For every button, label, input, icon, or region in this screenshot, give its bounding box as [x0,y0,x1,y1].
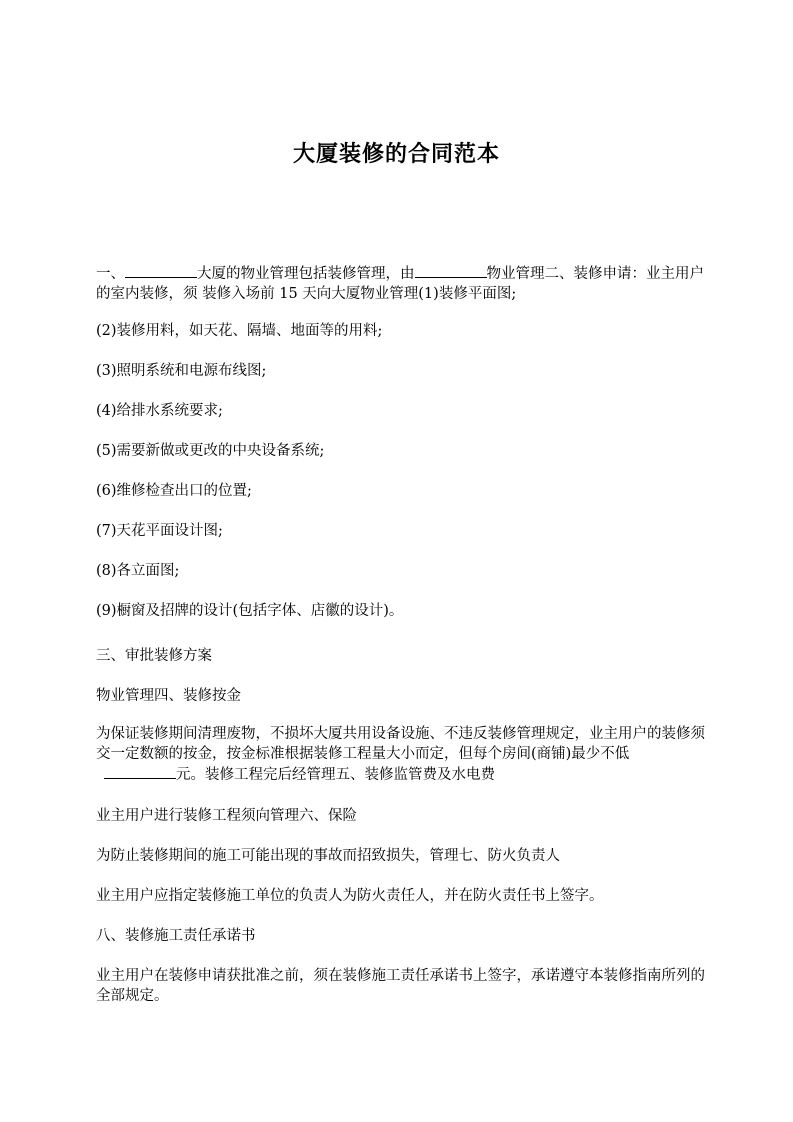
blank-line-building [125,263,197,278]
item-9: (9)橱窗及招牌的设计(包括字体、店徽的设计)。 [96,603,404,619]
section-7-paragraph: 为防止装修期间的施工可能出现的事故而招致损失，管理七、防火负责人 [96,848,560,864]
paragraph-1-end: 物业管理二、装修申请：业主用户的室内装修，须 装修入场前 15 天向大厦物业管理(1)装修平面图; [96,266,704,302]
paragraph-1 [96,263,708,304]
deposit-paragraph-end: 元。装修工程完后经管理五、装修监管费及水电费 [176,767,495,783]
deposit-paragraph [96,724,708,785]
item-7: (7)天花平面设计图; [96,523,223,539]
item-2: (2)装修用料，如天花、隔墙、地面等的用料; [96,323,383,339]
section-6-paragraph: 业主用户进行装修工程须向管理六、保险 [96,808,357,824]
section-4-heading: 物业管理四、装修按金 [96,688,241,704]
section-8-heading: 八、装修施工责任承诺书 [96,928,256,944]
section-3-heading: 三、审批装修方案 [96,648,212,664]
document-title: 大厦装修的合同范本 [292,142,500,167]
fire-responsible-paragraph: 业主用户应指定装修施工单位的负责人为防火责任人，并在防火责任书上签字。 [96,888,604,904]
commitment-paragraph: 业主用户在装修申请获批准之前，须在装修施工责任承诺书上签字，承诺遵守本装修指南所列的全部规定。 [96,968,705,1004]
deposit-paragraph-text: 为保证装修期间清理废物，不损坏大厦共用设备设施、不违反装修管理规定，业主用户的装修须交一定数额的按金，按金标准根据装修工程量大小而定，但每个房间(商铺)最少不低 [96,726,705,762]
item-4: (4)给排水系统要求; [96,403,223,419]
item-6: (6)维修检查出口的位置; [96,483,252,499]
item-5: (5)需要新做或更改的中央设备系统; [96,443,325,459]
paragraph-1-middle: 大厦的物业管理包括装修管理，由 [197,266,415,282]
blank-line-property [415,263,487,278]
paragraph-1-start: 一、 [96,266,125,282]
blank-line-deposit-amount [104,764,176,779]
item-3: (3)照明系统和电源布线图; [96,363,267,379]
item-8: (8)各立面图; [96,563,180,579]
